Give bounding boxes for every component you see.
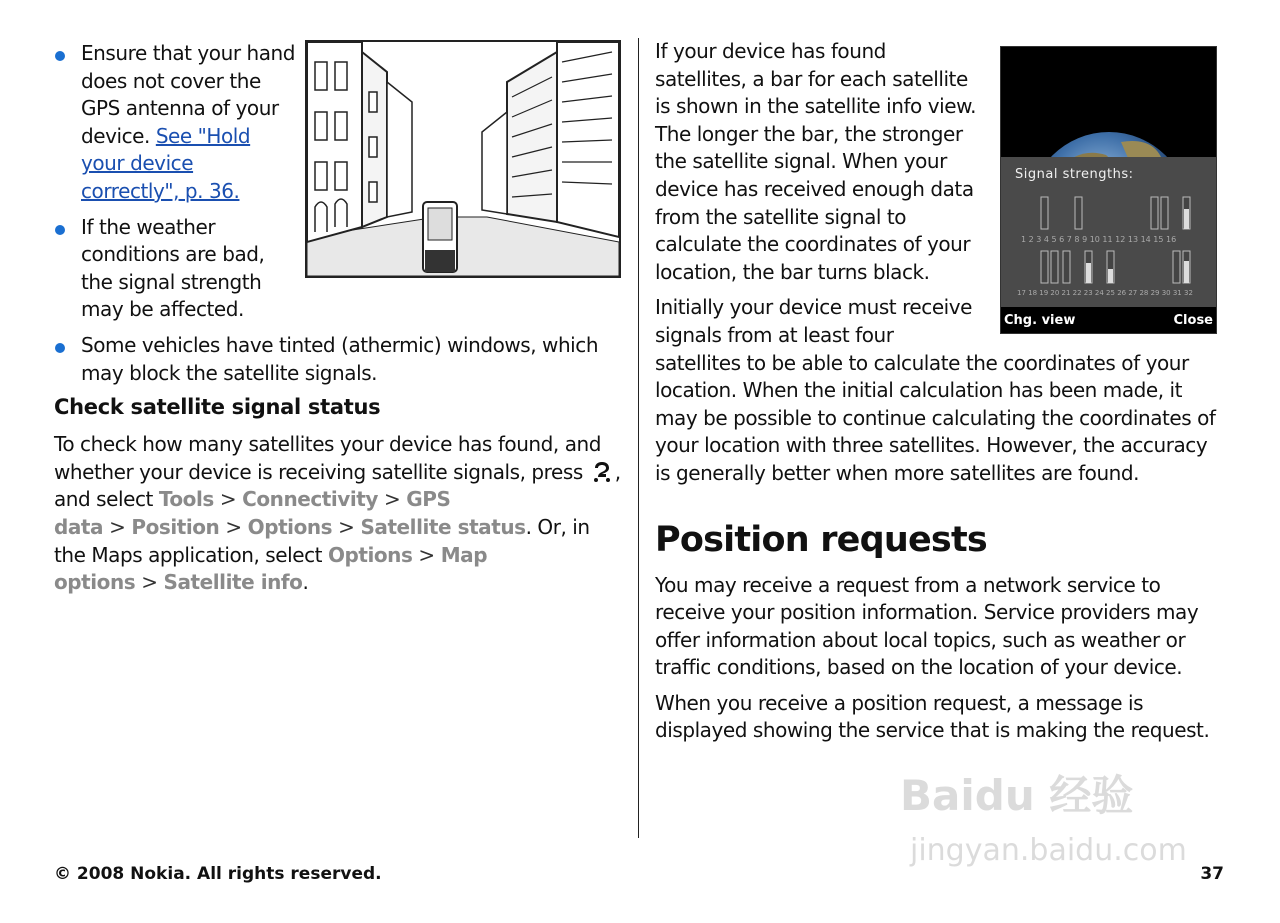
menu-path-satellite-info: Satellite info	[163, 570, 303, 595]
separator: >	[418, 542, 435, 567]
bullet-text: Some vehicles have tinted (athermic) windows, which may block the satellite signals.	[81, 332, 599, 385]
menu-path-gps-data: GPS data	[54, 487, 451, 539]
row1-numbers: 1 2 3 4 5 6 7 8 9 10 11 12 13 14 15 16	[1021, 235, 1177, 244]
separator: >	[219, 487, 237, 512]
position-requests-heading: Position requests	[655, 519, 987, 560]
menu-path-position: Position	[131, 514, 220, 539]
separator: >	[141, 570, 158, 595]
menu-path-connectivity: Connectivity	[242, 487, 378, 512]
instructions-paragraph	[54, 431, 624, 597]
menu-path-options: Options	[327, 542, 413, 567]
bullet-icon	[55, 343, 65, 353]
text-run: To check how many satellites your device has found, and whether your device is receiving satellite signals, press	[54, 432, 601, 484]
menu-path-satellite-status: Satellite status	[360, 514, 526, 539]
separator: >	[109, 514, 126, 539]
street-drawing-icon	[307, 42, 619, 276]
bullet-text: If the weather conditions are bad, the signal strength may be affected.	[81, 214, 265, 322]
section-title: Check satellite signal status	[54, 395, 381, 420]
menu-path-tools: Tools	[158, 487, 214, 512]
text-run: .	[302, 570, 309, 595]
text-run: . Or, in the Maps application, select	[54, 514, 590, 567]
position-request-message-paragraph: When you receive a position request, a message is displayed showing the service that is making the request.	[655, 690, 1210, 743]
street-illustration	[305, 40, 621, 278]
menu-key-icon	[589, 461, 615, 483]
page-number: 37	[1200, 864, 1224, 884]
close-softkey[interactable]: Close	[1173, 313, 1213, 328]
signal-strengths-title: Signal strengths:	[1015, 167, 1134, 182]
change-view-softkey[interactable]: Chg. view	[1004, 313, 1076, 328]
list-item	[54, 214, 296, 324]
watermark-top: Baidu 经验	[900, 771, 1134, 820]
initial-satellites-paragraph-start: Initially your device must receive signals from at least four	[655, 295, 973, 347]
copyright-footer: © 2008 Nokia. All rights reserved.	[54, 864, 382, 884]
row2-numbers: 17 18 19 20 21 22 23 24 25 26 27 28 29 30 31 32	[1017, 289, 1193, 297]
menu-path-map-options: Map options	[54, 542, 488, 595]
right-column	[655, 38, 1227, 745]
hold-device-link[interactable]: See "Hold your device correctly", p. 36.	[81, 123, 251, 203]
bullet-icon	[55, 51, 65, 61]
column-divider	[638, 38, 639, 838]
text-run: , and select	[54, 459, 621, 512]
position-requests-paragraph: You may receive a request from a network service to receive your position information. Service providers may offer information about local topics, such as weather or traffic conditions, based on the location of your device.	[655, 572, 1199, 680]
satellite-bars-paragraph: If your device has found satellites, a bar for each satellite is shown in the satellite info view. The longer the bar, the stronger the satellite signal. When your device has received enough data from the satellite signal to calculate the coordinates of your location, the bar turns black.	[655, 39, 977, 284]
list-item	[54, 332, 624, 387]
bullet-icon	[55, 225, 65, 235]
separator: >	[225, 514, 242, 539]
menu-path-options: Options	[247, 514, 333, 539]
separator: >	[383, 487, 401, 512]
watermark-bottom: jingyan.baidu.com	[910, 833, 1187, 868]
initial-satellites-paragraph-rest: satellites to be able to calculate the coordinates of your location. When the initial calculation has been made, it may be possible to continue calculating the coordinates of your location with three satellites. However, the accuracy is generally better when more satellites are found.	[655, 350, 1216, 485]
separator: >	[338, 514, 355, 539]
list-item	[54, 40, 296, 206]
bullet-text: Ensure that your hand does not cover the GPS antenna of your device.	[81, 41, 296, 148]
baidu-watermark	[890, 760, 1210, 874]
